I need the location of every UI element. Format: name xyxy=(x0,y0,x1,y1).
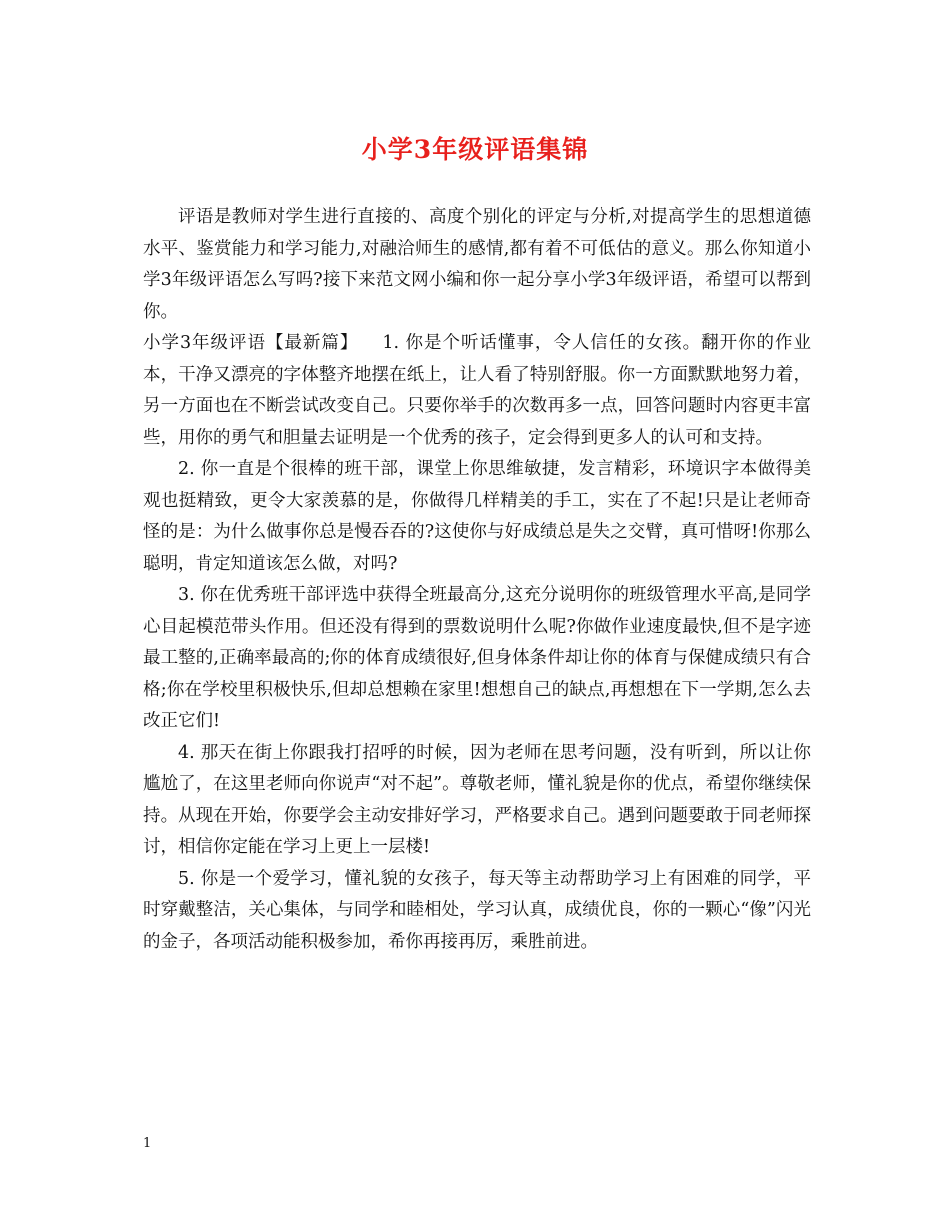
comment-paragraph-4: 4. 那天在街上你跟我打招呼的时候，因为老师在思考问题，没有听到，所以让你尴尬了，在这里老师向你说声“对不起”。尊敬老师，懂礼貌是你的优点，希望你继续保持。从现在开始，你要学会主动安排好学习，严格要求自己。遇到问题要敢于同老师探讨，相信你定能在学习上更上一层楼! xyxy=(143,742,811,857)
section-heading: 小学3年级评语【最新篇】 xyxy=(143,333,359,353)
document-body xyxy=(143,202,811,958)
comment-paragraph-5: 5. 你是一个爱学习，懂礼貌的女孩子，每天等主动帮助学习上有困难的同学，平时穿戴整洁，关心集体，与同学和睦相处，学习认真，成绩优良，你的一颗心“像”闪光的金子，各项活动能积极参加，希你再接再厉，乘胜前进。 xyxy=(143,868,811,952)
page-number: 1 xyxy=(143,1136,152,1151)
comment-paragraph-2: 2. 你一直是个很棒的班干部，课堂上你思维敏捷，发言精彩，环境识字本做得美观也挺精致，更令大家羡慕的是，你做得几样精美的手工，实在了不起!只是让老师奇怪的是：为什么做事你总是慢吞吞的?这使你与好成绩总是失之交臂，真可惜呀!你那么聪明，肯定知道该怎么做，对吗? xyxy=(143,459,811,574)
intro-paragraph: 评语是教师对学生进行直接的、高度个别化的评定与分析,对提高学生的思想道德水平、鉴赏能力和学习能力,对融洽师生的感情,都有着不可低估的意义。那么你知道小学3年级评语怎么写吗?接下来范文网小编和你一起分享小学3年级评语，希望可以帮到你。 xyxy=(143,207,811,322)
comment-paragraph-3: 3. 你在优秀班干部评选中获得全班最高分,这充分说明你的班级管理水平高,是同学心目起模范带头作用。但还没有得到的票数说明什么呢?你做作业速度最快,但不是字迹最工整的,正确率最高的;你的体育成绩很好,但身体条件却让你的体育与保健成绩只有合格;你在学校里积极快乐,但却总想赖在家里!想想自己的缺点,再想想在下一学期,怎么去改正它们! xyxy=(143,585,811,731)
section-paragraph xyxy=(143,328,811,454)
document-title: 小学3年级评语集锦 xyxy=(361,135,589,164)
comment-paragraph-1: 1. 你是个听话懂事，令人信任的女孩。翻开你的作业本，干净又漂亮的字体整齐地摆在纸上，让人看了特别舒服。你一方面默默地努力着，另一方面也在不断尝试改变自己。只要你举手的次数再多一点，回答问题时内容更丰富些，用你的勇气和胆量去证明是一个优秀的孩子，定会得到更多人的认可和支持。 xyxy=(143,333,811,448)
